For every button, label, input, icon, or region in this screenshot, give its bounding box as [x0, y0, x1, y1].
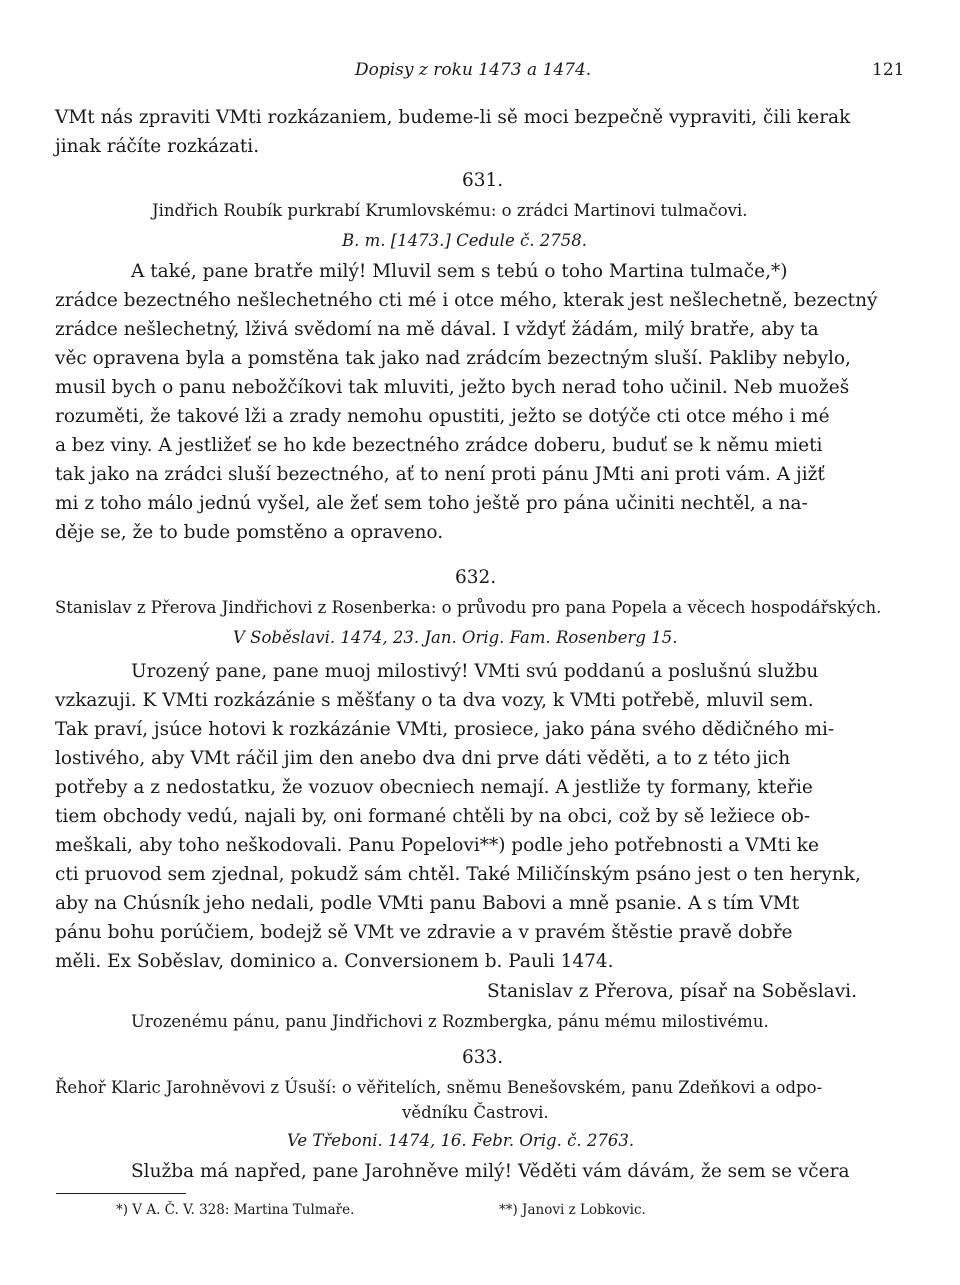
text-line: cti pruovod sem zjednal, pokudž sám chtěl. Také Miličínským psáno jest o ten herynk, — [55, 864, 861, 885]
letter-address: Urozenému pánu, panu Jindřichovi z Rozmbergka, pánu mému milostivému. — [131, 1012, 769, 1031]
text-line: Urozený pane, pane muoj milostivý! VMti svú poddanú a poslušnú službu — [131, 661, 819, 682]
text-line: tak jako na zrádci sluší bezectného, ať to není proti pánu JMti ani proti vám. A jižť — [55, 464, 825, 485]
running-title: Dopisy z roku 1473 a 1474. — [355, 60, 592, 80]
text-line: děje se, že to bude pomstěno a opraveno. — [55, 522, 444, 543]
letter-source: Ve Třeboni. 1474, 16. Febr. Orig. č. 2763. — [287, 1131, 635, 1150]
text-line: zrádce nešlechetný, lživá svědomí na mě dával. I vždyť žádám, milý bratře, aby ta — [55, 319, 819, 340]
text-line: Služba má napřed, pane Jarohněve milý! Věděti vám dávám, že sem se včera — [131, 1161, 850, 1182]
text-line: jinak ráčíte rozkázati. — [55, 136, 260, 157]
text-line: meškali, aby toho neškodovali. Panu Popelovi**) podle jeho potřebnosti a VMti ke — [55, 835, 819, 856]
footnote: *) V A. Č. V. 328: Martina Tulmaře. — [116, 1202, 355, 1218]
letter-number: 633. — [462, 1047, 504, 1068]
signature: Stanislav z Přerova, písař na Soběslavi. — [487, 981, 857, 1002]
text-line: tiem obchody vedú, najali by, oni formané chtěli by na obci, což by sě ležiece ob- — [55, 806, 811, 827]
text-line: lostivého, aby VMt ráčil jim den anebo dva dni prve dáti věděti, a to z této jich — [55, 748, 791, 769]
text-line: a bez viny. A jestližeť se ho kde bezectného zrádce doberu, buduť se k němu mieti — [55, 435, 823, 456]
page-number: 121 — [872, 60, 905, 80]
text-line: věc opravena byla a pomstěna tak jako nad zrádcím bezectným sluší. Pakliby nebylo, — [55, 348, 851, 369]
text-line: Tak praví, jsúce hotovi k rozkázánie VMti, prosiece, jako pána svého dědičného mi- — [55, 719, 835, 740]
letter-source: B. m. [1473.] Cedule č. 2758. — [342, 231, 587, 250]
letter-summary: Jindřich Roubík purkrabí Krumlovskému: o zrádci Martinovi tulmačovi. — [152, 201, 748, 220]
text-line: VMt nás zpraviti VMti rozkázaniem, budeme-li sě moci bezpečně vypraviti, čili kerak — [55, 107, 851, 128]
letter-summary: Řehoř Klaric Jarohněvovi z Úsuší: o věřitelích, sněmu Benešovském, panu Zdeňkovi a odpo- — [55, 1078, 823, 1097]
footnote: **) Janovi z Lobkovic. — [499, 1202, 646, 1218]
text-line: rozuměti, že takové lži a zrady nemohu opustiti, ježto se dotýče cti otce mého i mé — [55, 406, 830, 427]
text-line: zrádce bezectného nešlechetného cti mé i otce mého, kterak jest nešlechetně, bezectný — [55, 290, 878, 311]
text-line: aby na Chúsník jeho nedali, podle VMti panu Babovi a mně psanie. A s tím VMt — [55, 893, 800, 914]
letter-summary: Stanislav z Přerova Jindřichovi z Rosenberka: o průvodu pro pana Popela a věcech hospodářských. — [55, 598, 882, 617]
letter-summary: vědníku Častrovi. — [402, 1103, 549, 1122]
letter-source: V Soběslavi. 1474, 23. Jan. Orig. Fam. Rosenberg 15. — [233, 628, 678, 647]
text-line: pánu bohu porúčiem, bodejž sě VMt ve zdravie a v pravém štěstie pravě dobře — [55, 922, 793, 943]
text-line: musil bych o panu nebožčíkovi tak mluviti, ježto bych nerad toho učinil. Neb muožeš — [55, 377, 850, 398]
footnote-divider — [56, 1193, 186, 1194]
text-line: mi z toho málo jednú vyšel, ale žeť sem toho ještě pro pána učiniti nechtěl, a na- — [55, 493, 808, 514]
letter-number: 631. — [462, 170, 504, 191]
text-line: vzkazuji. K VMti rozkázánie s měšťany o ta dva vozy, k VMti potřebě, mluvil sem. — [55, 690, 814, 711]
letter-number: 632. — [455, 567, 497, 588]
text-line: A také, pane bratře milý! Mluvil sem s tebú o toho Martina tulmače,*) — [131, 261, 788, 282]
text-line: měli. Ex Soběslav, dominico a. Conversionem b. Pauli 1474. — [55, 951, 614, 972]
text-line: potřeby a z nedostatku, že vozuov obecniech nemají. A jestliže ty formany, kteřie — [55, 777, 813, 798]
